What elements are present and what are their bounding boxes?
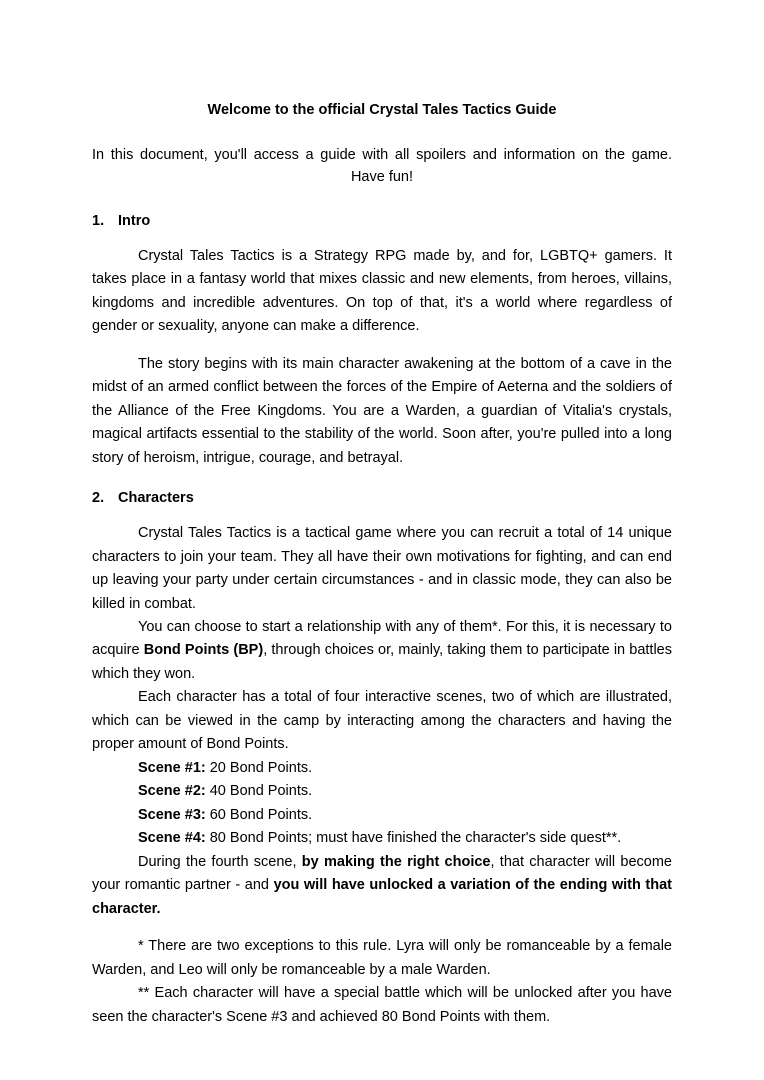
scene-line-4 (92, 827, 672, 850)
characters-paragraph-1: Crystal Tales Tactics is a tactical game where you can recruit a total of 14 unique characters to join your team. They all have their own motivations for fighting, and can end up leaving your party under certain circumstances - and in classic mode, they can also be killed in combat. (92, 525, 672, 612)
right-choice-emphasis: by making the right choice (301, 853, 491, 870)
scene-text-1: 20 Bond Points. (205, 759, 313, 776)
section-characters (92, 490, 672, 1029)
scene-line-1 (92, 757, 672, 780)
section-title-2: Characters (118, 490, 194, 507)
scene-label-2: Scene #2: (138, 783, 206, 800)
scene-text-2: 40 Bond Points. (205, 783, 313, 800)
scene-label-1: Scene #1: (138, 759, 206, 776)
characters-paragraph-2-part-a: You can choose to start a relationship with any of them*. For this, it is necessary to acquire (92, 618, 672, 659)
scene-line-3 (92, 804, 672, 827)
section-heading-intro (92, 213, 672, 229)
footnote-double-asterisk: ** Each character will have a special battle which will be unlocked after you have seen the character's Scene #3 and achieved 80 Bond Points with them. (92, 985, 672, 1025)
footnote-single-asterisk: * There are two exceptions to this rule. Lyra will only be romanceable by a female Warden, and Leo will only be romanceable by a male Warden. (92, 938, 672, 978)
intro-body-paragraph-2: The story begins with its main character awakening at the bottom of a cave in the midst of an armed conflict between the forces of the Empire of Aeterna and the soldiers of the Alliance of the Free Kingdoms. You are a Warden, a guardian of Vitalia's crystals, magical artifacts essential to the stability of the world. Soon after, you're pulled into a long story of heroism, intrigue, courage, and betrayal. (92, 355, 672, 466)
characters-paragraph-4 (92, 851, 672, 921)
section-number-1: 1. (92, 212, 105, 229)
page-title: Welcome to the official Crystal Tales Tactics Guide (207, 102, 557, 118)
characters-paragraph-2 (92, 616, 672, 686)
section-number-2: 2. (92, 490, 105, 507)
characters-paragraph-3: Each character has a total of four interactive scenes, two of which are illustrated, which can be viewed in the camp by interacting among the characters and having the proper amount of Bond Points. (92, 689, 672, 753)
scene-label-3: Scene #3: (138, 806, 206, 823)
characters-paragraph-4-part-b: , that character will become your romantic partner - and (92, 853, 672, 894)
intro-line-2: Have fun! (350, 169, 414, 186)
characters-paragraph-2-part-b: , through choices or, mainly, taking them to participate in battles which they won. (92, 642, 672, 682)
section-heading-characters (92, 490, 672, 506)
ending-variation-emphasis: you will have unlocked a variation of the ending with that character. (92, 877, 672, 917)
scene-label-4: Scene #4: (138, 830, 206, 847)
scene-text-3: 60 Bond Points. (205, 806, 313, 823)
intro-line-1: In this document, you'll access a guide with all spoilers and information on the game. (92, 146, 672, 163)
bond-points-term: Bond Points (BP) (143, 642, 264, 659)
intro-body-paragraph-1: Crystal Tales Tactics is a Strategy RPG made by, and for, LGBTQ+ gamers. It takes place in a fantasy world that mixes classic and new elements, from heroes, villains, kingdoms and incredible adventures. On top of that, it's a world where regardless of gender or sexuality, anyone can make a difference. (92, 247, 672, 335)
scene-line-2 (92, 780, 672, 803)
characters-paragraph-4-part-a: During the fourth scene, (138, 853, 302, 870)
intro-paragraph (92, 144, 672, 189)
section-title-1: Intro (118, 212, 151, 229)
scene-text-4: 80 Bond Points; must have finished the character's side quest**. (205, 830, 622, 847)
section-intro (92, 213, 672, 470)
